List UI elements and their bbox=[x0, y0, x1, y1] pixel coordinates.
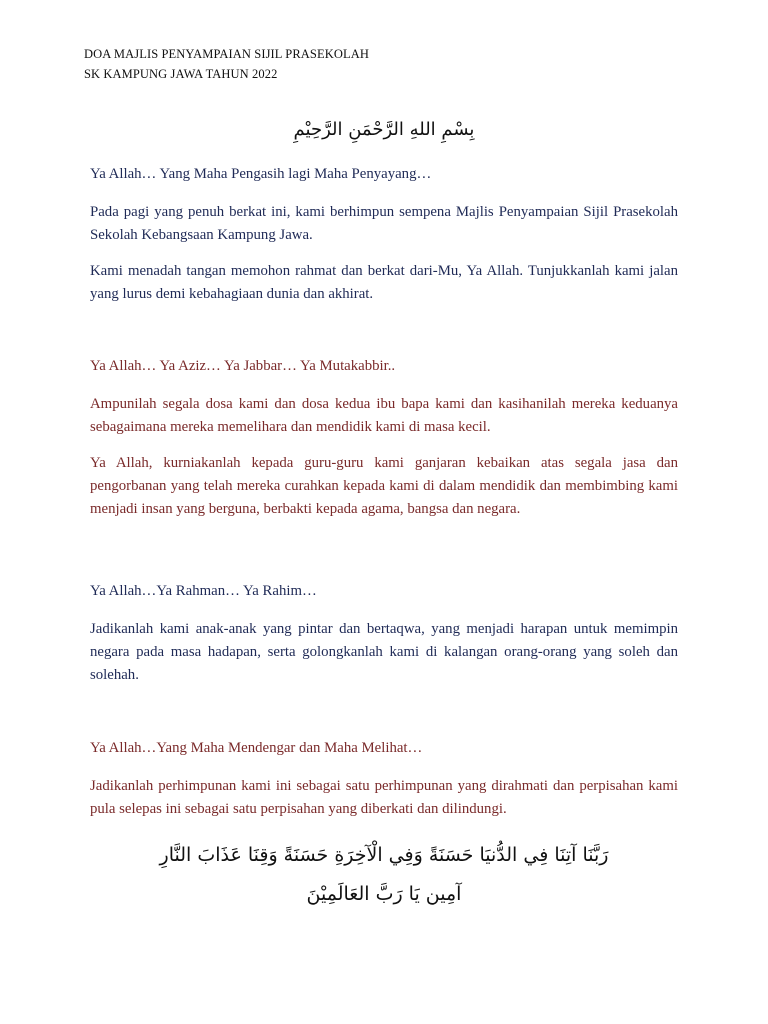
paragraph-gathering: Pada pagi yang penuh berkat ini, kami berhimpun sempena Majlis Penyampaian Sijil Prasekolah Sekolah Kebangsaan Kampung Jawa. bbox=[90, 204, 678, 243]
paragraph-teachers: Ya Allah, kurniakanlah kepada guru-guru kami ganjaran kebaikan atas segala jasa dan pengorbanan yang telah mereka curahkan kepada kami di dalam mendidik dan membimbing kami menjadi insan yang berguna, berbakti kepada agama, bangsa dan negara. bbox=[90, 455, 678, 517]
paragraph-assembly: Jadikanlah perhimpunan kami ini sebagai satu perhimpunan yang dirahmati dan perpisahan kami pula selepas ini sebagai satu perpisahan yang diberkati dan dilindungi. bbox=[90, 778, 678, 817]
bismillah-text: بِسْمِ اللهِ الرَّحْمَنِ الرَّحِيْمِ bbox=[293, 119, 475, 140]
paragraph-parents: Ampunilah segala dosa kami dan dosa kedua ibu bapa kami dan kasihanilah mereka keduanya sebagaimana mereka memelihara dan mendidik kami di masa kecil. bbox=[90, 396, 678, 435]
invocation-rahman: Ya Allah…Ya Rahman… Ya Rahim… bbox=[90, 583, 317, 599]
header-title-line: DOA MAJLIS PENYAMPAIAN SIJIL PRASEKOLAH bbox=[84, 47, 369, 61]
invocation-mendengar: Ya Allah…Yang Maha Mendengar dan Maha Melihat… bbox=[90, 740, 423, 756]
amin-text: آمِين يَا رَبَّ العَالَمِيْنَ bbox=[306, 883, 462, 905]
invocation-aziz: Ya Allah… Ya Aziz… Ya Jabbar… Ya Mutakabbir.. bbox=[90, 358, 396, 374]
paragraph-children: Jadikanlah kami anak-anak yang pintar dan bertaqwa, yang menjadi harapan untuk memimpin negara pada masa hadapan, serta golongkanlah kami di kalangan orang-orang yang soleh dan solehah. bbox=[90, 621, 678, 683]
paragraph-rahmat: Kami menadah tangan memohon rahmat dan berkat dari-Mu, Ya Allah. Tunjukkanlah kami jalan yang lurus demi kebahagiaan dunia dan akhirat. bbox=[90, 263, 678, 302]
rabbana-prayer-text: رَبَّنَا آتِنَا فِي الدُّنيَا حَسَنَةً وَفِي الْآخِرَةِ حَسَنَةً وَقِنَا عَذَابَ النَّارِ bbox=[159, 844, 609, 866]
invocation-pengasih: Ya Allah… Yang Maha Pengasih lagi Maha Penyayang… bbox=[90, 166, 432, 182]
document-header bbox=[84, 44, 369, 84]
header-school-year-line: SK KAMPUNG JAWA TAHUN 2022 bbox=[84, 67, 278, 81]
